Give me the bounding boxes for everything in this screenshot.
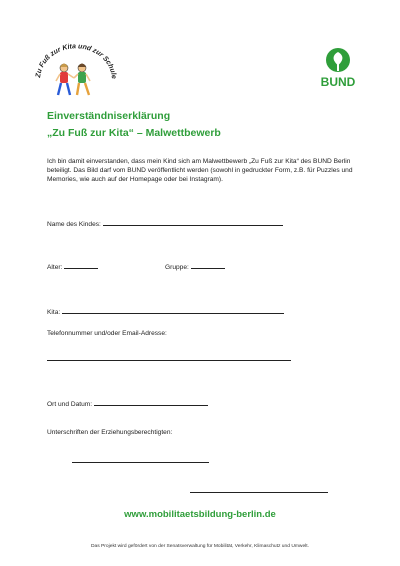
age-line[interactable]	[64, 262, 98, 269]
website-link[interactable]: www.mobilitaetsbildung-berlin.de	[124, 509, 276, 520]
contact-label: Telefonnummer und/oder Email-Adresse:	[47, 330, 167, 337]
title-line-2: „Zu Fuß zur Kita“ – Malwettbewerb	[47, 127, 221, 139]
kita-field[interactable]	[47, 307, 284, 316]
place-date-field[interactable]	[47, 399, 208, 408]
bund-wordmark: BUND	[320, 75, 356, 89]
group-label: Gruppe:	[165, 264, 189, 271]
signature-line-1[interactable]	[72, 458, 209, 463]
age-label: Alter:	[47, 264, 63, 271]
place-date-label: Ort und Datum:	[47, 401, 93, 408]
zu-fuss-zur-kita-logo	[30, 40, 120, 108]
title-line-1: Einverständniserklärung	[47, 110, 171, 122]
kita-label: Kita:	[47, 309, 61, 316]
bund-logo	[318, 46, 358, 92]
contact-line[interactable]	[47, 356, 291, 361]
group-field[interactable]	[165, 262, 225, 271]
funding-footer: Das Projekt wird gefördert von der Senatsverwaltung für Mobilität, Verkehr, Klimaschutz und Umwelt.	[90, 544, 309, 549]
place-date-line[interactable]	[94, 399, 208, 406]
signatures-label: Unterschriften der Erziehungsberechtigten:	[47, 429, 173, 436]
age-field[interactable]	[47, 262, 98, 271]
consent-text: Ich bin damit einverstanden, dass mein Kind sich am Malwettbewerb „Zu Fuß zur Kita“ des BUND Berlin beteiligt. Das Bild darf vom BUND veröffentlicht werden (sowohl in gedruckter Form, z.B. für Puzzles und Memories, wie auch auf der Homepage oder bei Instagram).	[47, 158, 353, 184]
group-line[interactable]	[191, 262, 225, 269]
signature-line-2[interactable]	[190, 488, 328, 493]
kita-line[interactable]	[62, 307, 284, 314]
child-name-line[interactable]	[103, 219, 283, 226]
logo-arc-text: Zu Fuß zur Kita und zur Schule	[35, 43, 118, 80]
svg-text:Zu Fuß zur Kita und zur Schule	[35, 43, 117, 79]
child-name-label: Name des Kindes:	[47, 221, 101, 228]
child-name-field[interactable]	[47, 219, 283, 228]
